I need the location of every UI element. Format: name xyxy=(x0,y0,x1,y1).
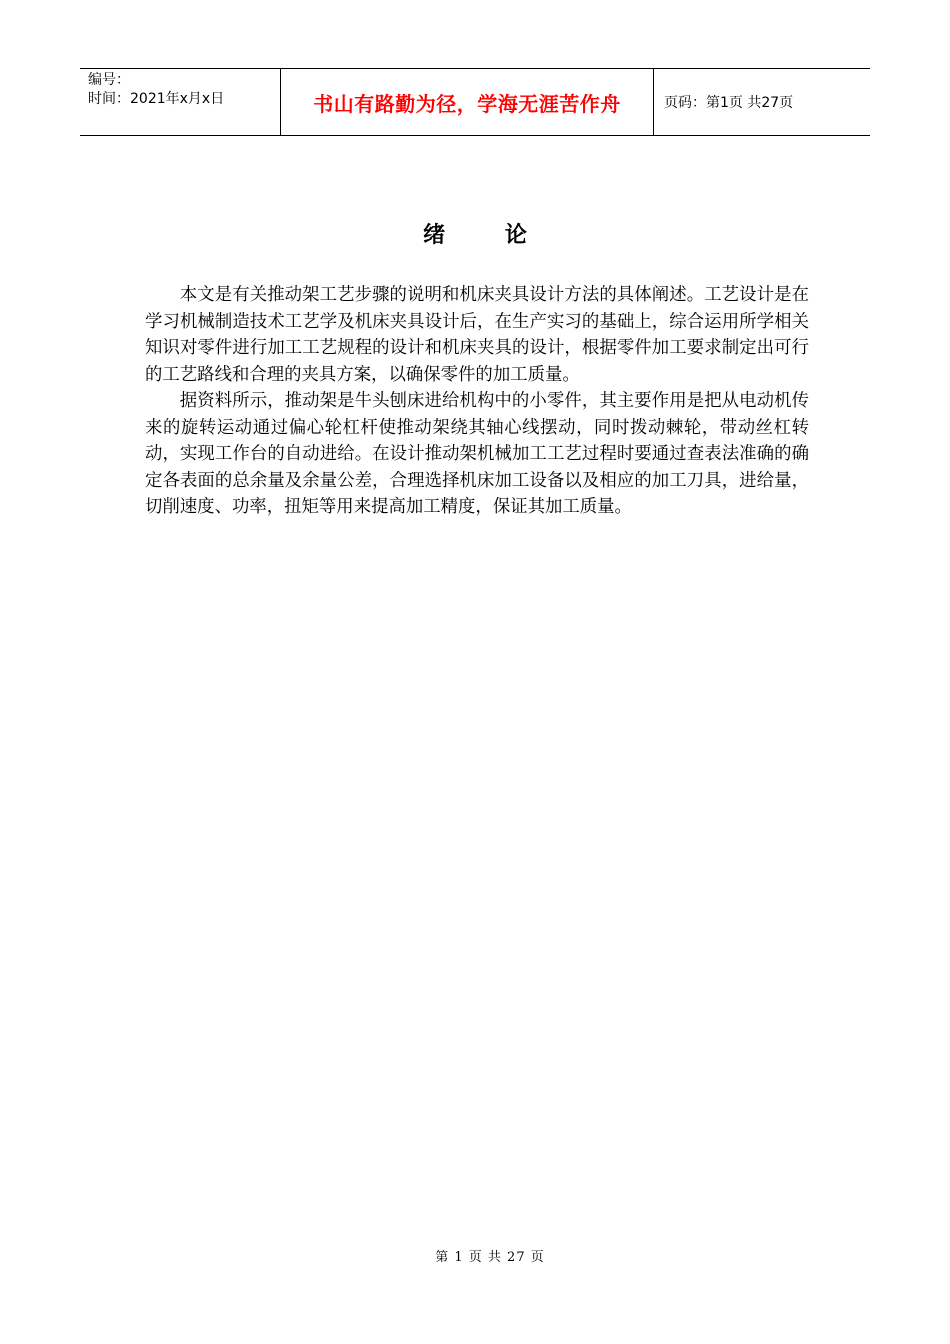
header-motto: 书山有路勤为径，学海无涯苦作舟 xyxy=(281,69,654,135)
paragraph: 据资料所示，推动架是牛头刨床进给机构中的小零件，其主要作用是把从电动机传来的旋转运动通过偏心轮杠杆使推动架绕其轴心线摆动，同时拨动棘轮，带动丝杠转动，实现工作台的自动进给。在设计推动架机械加工工艺过程时要通过查表法准确的确定各表面的总余量及余量公差，合理选择机床加工设备以及相应的加工刀具，进给量，切削速度、功率，扭矩等用来提高加工精度，保证其加工质量。 xyxy=(145,391,809,517)
header-meta-cell xyxy=(80,69,281,135)
paragraph: 本文是有关推动架工艺步骤的说明和机床夹具设计方法的具体阐述。工艺设计是在学习机械制造技术工艺学及机床夹具设计后，在生产实习的基础上，综合运用所学相关知识对零件进行加工工艺规程的设计和机床夹具的设计，根据零件加工要求制定出可行的工艺路线和合理的夹具方案，以确保零件的加工质量。 xyxy=(145,285,809,385)
header-page-code: 页码：第1页 共27页 xyxy=(664,95,794,111)
document-body xyxy=(145,282,809,521)
page-title: 绪 论 xyxy=(423,223,553,248)
document-header xyxy=(80,68,870,136)
page-footer: 第 1 页 共 27 页 xyxy=(435,1250,545,1265)
number-label: 编号： xyxy=(88,72,130,88)
time-label: 时间：2021年x月x日 xyxy=(88,91,225,107)
